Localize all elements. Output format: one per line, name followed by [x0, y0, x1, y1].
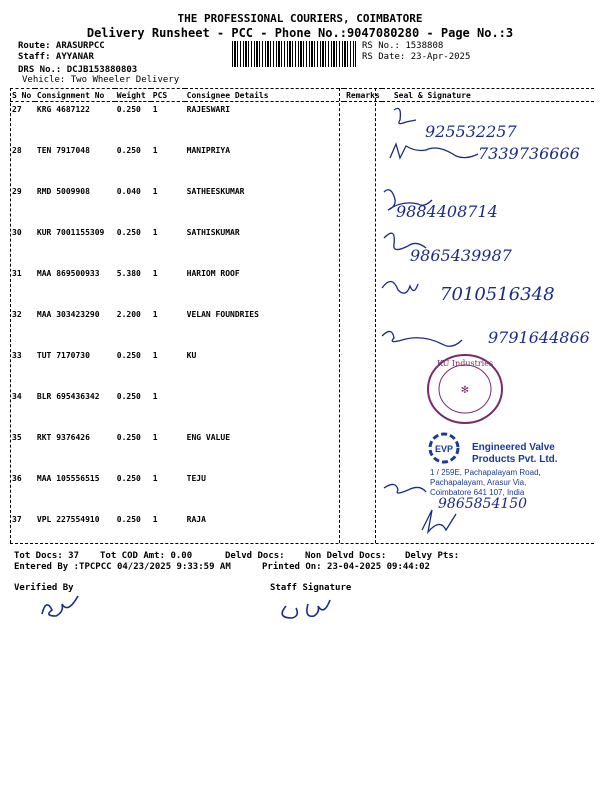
cell-pcs: 1: [152, 310, 158, 319]
phone-r36: 9865854150: [438, 496, 528, 512]
phone-r27: 925532257: [425, 122, 517, 141]
col-sno: S No: [10, 89, 35, 102]
cell-cno: KUR 7001155309: [36, 228, 105, 237]
staff-signature: [276, 594, 336, 622]
cell-pcs: 1: [152, 228, 158, 237]
col-consignment: Consignment No: [35, 89, 115, 102]
staff-signature-label: Staff Signature: [270, 583, 352, 593]
runsheet-subtitle: Delivery Runsheet - PCC - Phone No.:9047080280 - Page No.:3: [86, 26, 514, 40]
phone-r32: 9791644866: [488, 328, 590, 347]
cell-pcs: 1: [152, 146, 158, 155]
signature-r37: [422, 510, 456, 532]
delvy-pts: Delvy Pts:: [405, 551, 460, 561]
cell-cno: BLR 695436342: [36, 392, 100, 401]
vehicle: Vehicle: Two Wheeler Delivery: [22, 75, 180, 85]
signature-r31: [382, 281, 418, 293]
cell-weight: 0.250: [116, 146, 141, 155]
cell-cno: KRG 4687122: [36, 105, 90, 114]
phone-r31: 7010516348: [440, 284, 555, 305]
col-consignee: Consignee Details: [185, 89, 344, 102]
cell-sno: 36: [12, 474, 22, 483]
round-seal: [425, 352, 505, 426]
cell-cno: VPL 227554910: [36, 515, 100, 524]
cell-cno: MAA 303423290: [36, 310, 100, 319]
round-seal-text: KU Industries: [436, 359, 494, 368]
cell-sno: 32: [12, 310, 22, 319]
cell-cno: TEN 7917048: [36, 146, 90, 155]
cell-pcs: 1: [152, 187, 158, 196]
remarks-divider: [339, 88, 340, 543]
table-border-left: [10, 88, 11, 543]
stamp-company-2: Products Pvt. Ltd.: [472, 454, 558, 465]
cell-consignee: SATHISKUMAR: [186, 228, 240, 237]
signature-r32: [382, 331, 462, 346]
printed-on: Printed On: 23-04-2025 09:44:02: [262, 562, 430, 572]
evp-logo-icon: [424, 430, 468, 466]
cell-consignee: SATHEESKUMAR: [186, 187, 245, 196]
verified-signature: [36, 594, 86, 622]
cell-pcs: 1: [152, 269, 158, 278]
rs-date: RS Date: 23-Apr-2025: [362, 52, 471, 62]
cell-consignee: RAJA: [186, 515, 206, 524]
tot-cod: Tot COD Amt: 0.00: [100, 551, 193, 561]
stamp-company-1: Engineered Valve: [472, 442, 555, 453]
cell-weight: 0.250: [116, 474, 141, 483]
cell-pcs: 1: [152, 105, 158, 114]
signature-r36: [384, 484, 426, 493]
cell-pcs: 1: [152, 474, 158, 483]
barcode: [232, 41, 356, 67]
stamp-addr-2: Pachapalayam, Arasur Via,: [430, 478, 527, 487]
cell-sno: 33: [12, 351, 22, 360]
staff: Staff: AYYANAR: [18, 52, 94, 62]
cell-sno: 31: [12, 269, 22, 278]
cell-cno: MAA 869500933: [36, 269, 100, 278]
cell-consignee: HARIOM ROOF: [186, 269, 240, 278]
phone-r29: 9884408714: [396, 202, 498, 221]
cell-consignee: ENG VALUE: [186, 433, 231, 442]
company-title: THE PROFESSIONAL COURIERS, COIMBATORE: [177, 12, 423, 25]
table-bottom-rule: [10, 543, 594, 544]
entered-by: Entered By :TPCPCC 04/23/2025 9:33:59 AM: [14, 562, 231, 572]
cell-pcs: 1: [152, 351, 158, 360]
cell-weight: 0.040: [116, 187, 141, 196]
signature-r27: [394, 108, 416, 123]
cell-pcs: 1: [152, 515, 158, 524]
cell-consignee: TEJU: [186, 474, 206, 483]
cell-weight: 0.250: [116, 515, 141, 524]
phone-r30: 9865439987: [410, 246, 512, 265]
cell-consignee: KU: [186, 351, 197, 360]
cell-weight: 0.250: [116, 433, 141, 442]
cell-weight: 0.250: [116, 228, 141, 237]
cell-consignee: VELAN FOUNDRIES: [186, 310, 259, 319]
col-weight: Weight: [115, 89, 151, 102]
cell-weight: 0.250: [116, 392, 141, 401]
drs-number: DRS No.: DCJB153880803: [18, 65, 138, 75]
cell-pcs: 1: [152, 433, 158, 442]
cell-sno: 28: [12, 146, 22, 155]
col-remarks: Remarks: [346, 90, 380, 100]
cell-sno: 27: [12, 105, 22, 114]
cell-sno: 37: [12, 515, 22, 524]
delvd-docs: Delvd Docs:: [225, 551, 285, 561]
cell-cno: RMD 5009908: [36, 187, 90, 196]
route: Route: ARASURPCC: [18, 41, 105, 51]
svg-text:✻: ✻: [460, 385, 470, 396]
cell-weight: 0.250: [116, 351, 141, 360]
cell-pcs: 1: [152, 392, 158, 401]
cell-sno: 34: [12, 392, 22, 401]
col-pcs: PCS: [151, 89, 185, 102]
stamp-addr-3: Coimbatore 641 107, India: [430, 488, 525, 497]
cell-consignee: RAJESWARI: [186, 105, 231, 114]
cell-consignee: [185, 389, 344, 430]
cell-cno: TUT 7170730: [36, 351, 90, 360]
tot-docs: Tot Docs: 37: [14, 551, 80, 561]
non-delvd-docs: Non Delvd Docs:: [305, 551, 387, 561]
cell-sno: 30: [12, 228, 22, 237]
phone-r28: 7339736666: [478, 144, 580, 163]
rs-number: RS No.: 1538808: [362, 41, 444, 51]
cell-sno: 35: [12, 433, 22, 442]
cell-weight: 5.380: [116, 269, 141, 278]
evp-logo-text: EVP: [434, 444, 454, 454]
cell-consignee: MANIPRIYA: [186, 146, 231, 155]
cell-weight: 2.200: [116, 310, 141, 319]
signature-r28: [390, 144, 478, 158]
verified-by-label: Verified By: [14, 583, 74, 593]
cell-cno: RKT 9376426: [36, 433, 90, 442]
cell-cno: MAA 105556515: [36, 474, 100, 483]
cell-weight: 0.250: [116, 105, 141, 114]
col-signature: Seal & Signature: [382, 89, 594, 102]
stamp-addr-1: 1 / 259E, Pachapalayam Road,: [430, 468, 541, 477]
cell-sno: 29: [12, 187, 22, 196]
